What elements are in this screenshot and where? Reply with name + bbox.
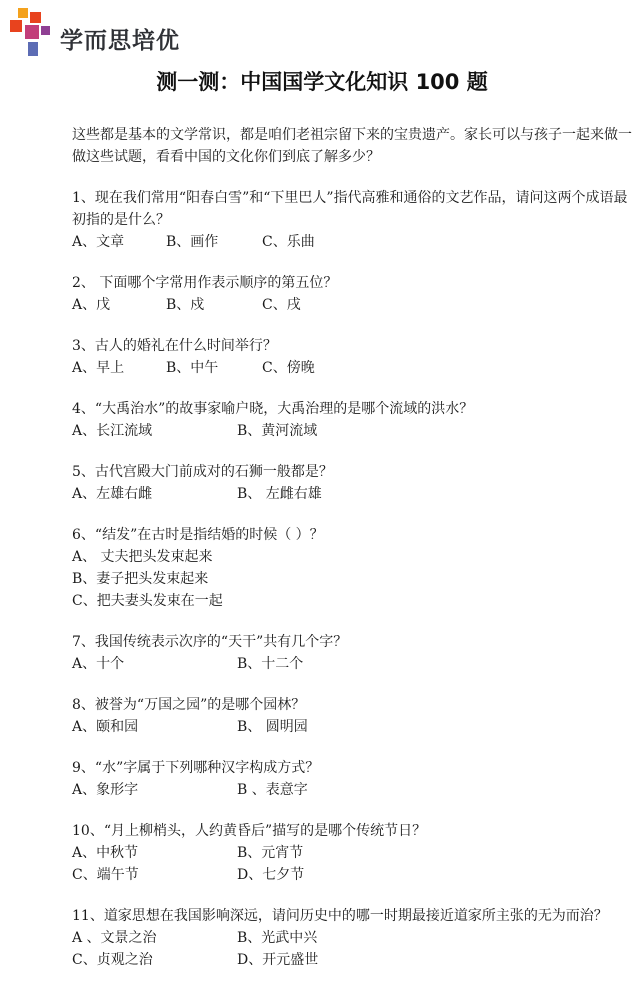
- question-text: 2、 下面哪个字常用作表示顺序的第五位？: [72, 275, 338, 291]
- question-text: 5、古代宫殿大门前成对的石狮一般都是？: [72, 464, 333, 480]
- answer-option: C、把夫妻头发束在一起: [72, 593, 223, 609]
- intro-paragraph: 这些都是基本的文学常识，都是咱们老祖宗留下来的宝贵遗产。家长可以与孩子一起来做一做这些试题，看看中国的文化你们到底了解多少？: [72, 127, 632, 165]
- answer-option: A、长江流域: [72, 423, 153, 439]
- question-text: 9、“水”字属于下列哪种汉字构成方式？: [72, 760, 320, 776]
- question-text: 11、道家思想在我国影响深远，请问历史中的哪一时期最接近道家所主张的无为而治？: [72, 908, 608, 924]
- answer-option: A、左雄右雌: [72, 486, 153, 502]
- answer-option: A、颐和园: [72, 719, 139, 735]
- option-row: [72, 716, 632, 738]
- option-row: [72, 483, 632, 505]
- answer-option: B、元宵节: [237, 845, 304, 861]
- question-text: 3、古人的婚礼在什么时间举行？: [72, 338, 277, 354]
- answer-option: B、黄河流域: [237, 423, 318, 439]
- answer-option: A 、文景之治: [72, 930, 157, 946]
- brand-logo: [10, 8, 210, 60]
- question-list: [72, 187, 632, 971]
- question-text: 4、“大禹治水”的故事家喻户晓，大禹治理的是哪个流域的洪水？: [72, 401, 474, 417]
- answer-option: C、端午节: [72, 867, 139, 883]
- answer-option: B、十二个: [237, 656, 304, 672]
- answer-option: A、 丈夫把头发束起来: [72, 549, 213, 565]
- question-6: [72, 524, 632, 612]
- option-row: [72, 949, 632, 971]
- option-row: [72, 294, 632, 316]
- answer-option: C、乐曲: [262, 234, 315, 250]
- question-11: [72, 905, 632, 971]
- question-4: [72, 398, 632, 442]
- answer-option: A、文章: [72, 234, 125, 250]
- question-10: [72, 820, 632, 886]
- question-9: [72, 757, 632, 801]
- answer-option: B、中午: [166, 360, 219, 376]
- question-7: [72, 631, 632, 675]
- answer-option: B、妻子把头发束起来: [72, 571, 209, 587]
- answer-option: B、戍: [166, 297, 205, 313]
- option-row: [72, 653, 632, 675]
- answer-option: C、戌: [262, 297, 301, 313]
- answer-option: A、中秋节: [72, 845, 139, 861]
- answer-option: D、开元盛世: [237, 952, 319, 968]
- answer-option: C、贞观之治: [72, 952, 153, 968]
- logo-mark: [10, 8, 56, 58]
- answer-option: C、傍晚: [262, 360, 315, 376]
- page-title: 测一测：中国国学文化知识 100 题: [156, 70, 488, 94]
- document-body: [72, 124, 632, 990]
- question-text: 1、现在我们常用“阳春白雪”和“下里巴人”指代高雅和通俗的文艺作品，请问这两个成语最初指的是什么？: [72, 190, 628, 228]
- option-row: [72, 927, 632, 949]
- option-row: [72, 357, 632, 379]
- option-row: [72, 590, 632, 612]
- option-row: [72, 568, 632, 590]
- answer-option: B 、表意字: [237, 782, 308, 798]
- question-text: 7、我国传统表示次序的“天干”共有几个字？: [72, 634, 348, 650]
- option-row: [72, 231, 632, 253]
- question-3: [72, 335, 632, 379]
- answer-option: B、光武中兴: [237, 930, 318, 946]
- option-row: [72, 842, 632, 864]
- answer-option: A、象形字: [72, 782, 139, 798]
- answer-option: D、七夕节: [237, 867, 305, 883]
- answer-option: B、画作: [166, 234, 219, 250]
- answer-option: B、 左雌右雄: [237, 486, 322, 502]
- option-row: [72, 779, 632, 801]
- option-row: [72, 546, 632, 568]
- answer-option: A、十个: [72, 656, 125, 672]
- question-2: [72, 272, 632, 316]
- brand-name: 学而思培优: [60, 28, 180, 54]
- question-1: [72, 187, 632, 253]
- question-text: 8、被誉为“万国之园”的是哪个园林？: [72, 697, 306, 713]
- option-row: [72, 420, 632, 442]
- question-text: 6、“结发”在古时是指结婚的时候（ ）？: [72, 527, 324, 543]
- answer-option: A、戊: [72, 297, 111, 313]
- answer-option: B、 圆明园: [237, 719, 308, 735]
- answer-option: A、早上: [72, 360, 125, 376]
- question-5: [72, 461, 632, 505]
- question-8: [72, 694, 632, 738]
- option-row: [72, 864, 632, 886]
- question-text: 10、“月上柳梢头，人约黄昏后”描写的是哪个传统节日？: [72, 823, 427, 839]
